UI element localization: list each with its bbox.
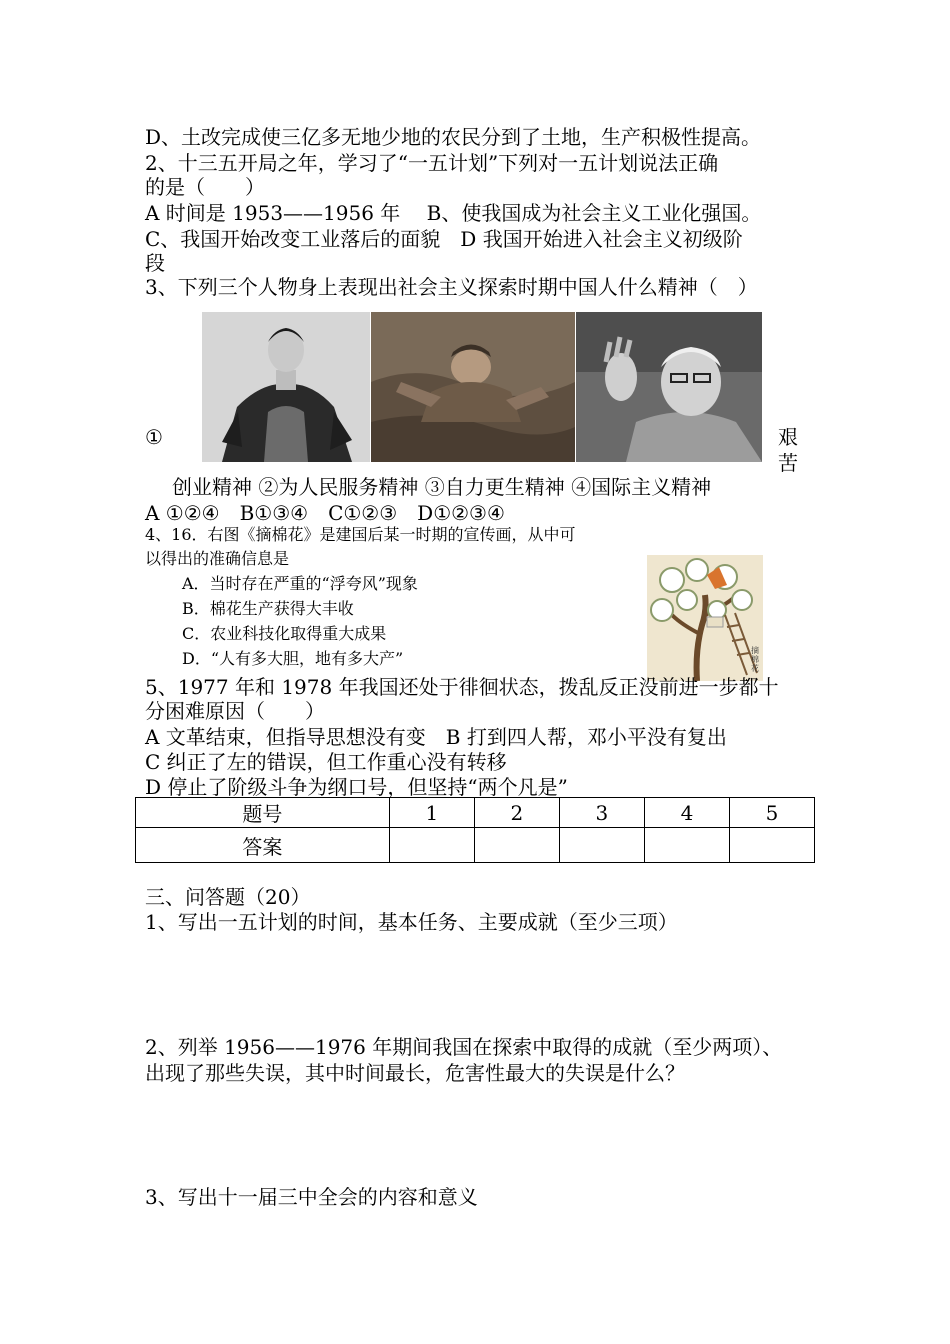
question-2-options-cd: C、我国开始改变工业落后的面貌 D 我国开始进入社会主义初级阶 [145, 227, 743, 251]
answer-cell-5[interactable] [729, 828, 814, 863]
question-3-answers: A ①②④ B①③④ C①②③ D①②③④ [145, 501, 505, 525]
section-3-heading: 三、问答题（20） [145, 885, 311, 909]
table-number-2: 2 [474, 798, 559, 828]
answer-table [135, 797, 815, 863]
portrait-photo-icon-2 [576, 312, 762, 462]
answer-cell-3[interactable] [559, 828, 644, 863]
question-2-text-cont: 的是（ ） [145, 175, 265, 199]
question-4-option-c: C．农业科技化取得重大成果 [182, 624, 387, 643]
question-3-options: 创业精神 ②为人民服务精神 ③自力更生精神 ④国际主义精神 [172, 475, 712, 499]
question-4-option-d: D．“人有多大胆，地有多大产” [182, 649, 404, 668]
table-header-label: 题号 [136, 798, 390, 828]
question-5-text-cont: 分困难原因（ ） [145, 699, 325, 723]
essay-question-2-cont: 出现了那些失误，其中时间最长，危害性最大的失误是什么？ [145, 1061, 685, 1085]
photo-mud-icon [371, 312, 575, 462]
answer-table-header-row [136, 798, 815, 828]
table-number-4: 4 [644, 798, 729, 828]
question-5-options-ab: A 文革结束，但指导思想没有变 B 打到四人帮，邓小平没有复出 [145, 725, 727, 749]
question-4-option-b: B．棉花生产获得大丰收 [182, 599, 354, 618]
question-4-text-cont: 以得出的准确信息是 [145, 549, 290, 568]
table-number-1: 1 [389, 798, 474, 828]
essay-question-1: 1、写出一五计划的时间，基本任务、主要成就（至少三项） [145, 910, 678, 934]
question-3-text: 3、下列三个人物身上表现出社会主义探索时期中国人什么精神（ ） [145, 275, 758, 299]
essay-question-3: 3、写出十一届三中全会的内容和意义 [145, 1185, 478, 1209]
essay-question-2: 2、列举 1956——1976 年期间我国在探索中取得的成就（至少两项）、 [145, 1035, 783, 1059]
question-4-text: 4、16．右图《摘棉花》是建国后某一时期的宣传画，从中可 [145, 525, 576, 544]
question-2-text: 2、十三五开局之年，学习了“一五计划”下列对一五计划说法正确 [145, 151, 719, 175]
answer-cell-4[interactable] [644, 828, 729, 863]
table-number-5: 5 [729, 798, 814, 828]
option-d-land-reform: D、土改完成使三亿多无地少地的农民分到了土地，生产积极性提高。 [145, 125, 762, 149]
question-5-option-d: D 停止了阶级斗争为纲口号，但坚持“两个凡是” [145, 775, 568, 799]
cotton-poster-icon [647, 555, 763, 681]
portrait-photo-icon-1 [202, 312, 370, 462]
table-number-3: 3 [559, 798, 644, 828]
answer-cell-2[interactable] [474, 828, 559, 863]
poster-caption: 摘棉花 [751, 646, 759, 673]
question-2-options-ab: A 时间是 1953——1956 年 B、使我国成为社会主义工业化强国。 [145, 201, 762, 225]
question-4-option-a: A．当时存在严重的“浮夸风”现象 [182, 574, 418, 593]
circle-number-1: ① [145, 425, 163, 449]
char-jian: 艰 [778, 425, 798, 449]
table-answer-label: 答案 [136, 828, 390, 863]
answer-table-answer-row [136, 828, 815, 863]
answer-cell-1[interactable] [389, 828, 474, 863]
question-5-option-c: C 纠正了左的错误，但工作重心没有转移 [145, 750, 507, 774]
char-ku: 苦 [778, 451, 798, 475]
question-5-text: 5、1977 年和 1978 年我国还处于徘徊状态，拨乱反正没前进一步都十 [145, 675, 779, 699]
question-2-options-cd-cont: 段 [145, 251, 165, 275]
